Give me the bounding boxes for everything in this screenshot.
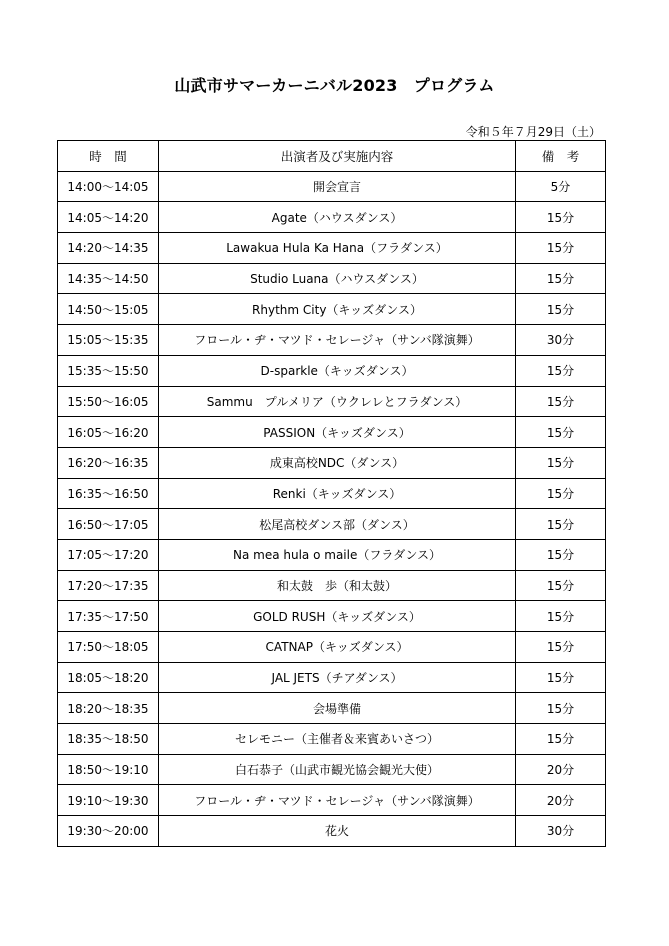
- cell-content: Agate（ハウスダンス）: [159, 202, 516, 233]
- cell-time: 19:30～20:00: [58, 816, 159, 847]
- cell-content: 松尾高校ダンス部（ダンス）: [159, 509, 516, 540]
- cell-note: 15分: [516, 662, 606, 693]
- table-row: [58, 539, 606, 570]
- table-row: [58, 816, 606, 847]
- header-note: 備 考: [516, 141, 606, 172]
- table-row: [58, 355, 606, 386]
- cell-time: 15:50～16:05: [58, 386, 159, 417]
- cell-note: 15分: [516, 570, 606, 601]
- cell-time: 14:00～14:05: [58, 171, 159, 202]
- cell-content: D-sparkle（キッズダンス）: [159, 355, 516, 386]
- table-row: [58, 601, 606, 632]
- cell-note: 15分: [516, 263, 606, 294]
- page-title: 山武市サマーカーニバル2023 プログラム: [174, 76, 495, 95]
- table-row: [58, 478, 606, 509]
- cell-note: 15分: [516, 355, 606, 386]
- cell-time: 15:05～15:35: [58, 325, 159, 356]
- cell-time: 14:35～14:50: [58, 263, 159, 294]
- cell-time: 15:35～15:50: [58, 355, 159, 386]
- table-row: [58, 693, 606, 724]
- table-row: [58, 724, 606, 755]
- cell-note: 15分: [516, 202, 606, 233]
- cell-time: 16:05～16:20: [58, 417, 159, 448]
- cell-note: 15分: [516, 509, 606, 540]
- cell-note: 30分: [516, 816, 606, 847]
- table-row: [58, 171, 606, 202]
- cell-time: 16:35～16:50: [58, 478, 159, 509]
- table-row: [58, 325, 606, 356]
- header-time: 時 間: [58, 141, 159, 172]
- cell-note: 15分: [516, 233, 606, 264]
- table-row: [58, 294, 606, 325]
- cell-time: 16:50～17:05: [58, 509, 159, 540]
- cell-note: 15分: [516, 478, 606, 509]
- cell-content: 花火: [159, 816, 516, 847]
- cell-time: 16:20～16:35: [58, 447, 159, 478]
- cell-content: Na mea hula o maile（フラダンス）: [159, 539, 516, 570]
- cell-content: 成東高校NDC（ダンス）: [159, 447, 516, 478]
- cell-content: GOLD RUSH（キッズダンス）: [159, 601, 516, 632]
- program-table: [57, 140, 606, 847]
- cell-time: 17:50～18:05: [58, 632, 159, 663]
- table-row: [58, 233, 606, 264]
- table-row: [58, 570, 606, 601]
- cell-time: 18:35～18:50: [58, 724, 159, 755]
- cell-time: 17:20～17:35: [58, 570, 159, 601]
- cell-note: 15分: [516, 447, 606, 478]
- cell-note: 15分: [516, 417, 606, 448]
- cell-note: 15分: [516, 386, 606, 417]
- table-row: [58, 417, 606, 448]
- cell-content: Studio Luana（ハウスダンス）: [159, 263, 516, 294]
- cell-content: 白石恭子（山武市観光協会観光大使）: [159, 754, 516, 785]
- cell-content: Sammu プルメリア（ウクレレとフラダンス）: [159, 386, 516, 417]
- program-table-body: [58, 171, 606, 846]
- cell-content: フロール・ヂ・マツド・セレージャ（サンバ隊演舞）: [159, 325, 516, 356]
- table-row: [58, 754, 606, 785]
- cell-time: 18:50～19:10: [58, 754, 159, 785]
- cell-content: JAL JETS（チアダンス）: [159, 662, 516, 693]
- table-row: [58, 632, 606, 663]
- cell-note: 15分: [516, 724, 606, 755]
- cell-time: 18:20～18:35: [58, 693, 159, 724]
- cell-time: 14:05～14:20: [58, 202, 159, 233]
- cell-note: 15分: [516, 539, 606, 570]
- cell-time: 14:20～14:35: [58, 233, 159, 264]
- cell-note: 5分: [516, 171, 606, 202]
- cell-content: PASSION（キッズダンス）: [159, 417, 516, 448]
- cell-note: 15分: [516, 632, 606, 663]
- cell-content: 会場準備: [159, 693, 516, 724]
- cell-note: 30分: [516, 325, 606, 356]
- cell-time: 14:50～15:05: [58, 294, 159, 325]
- cell-content: Renki（キッズダンス）: [159, 478, 516, 509]
- cell-content: セレモニー（主催者＆来賓あいさつ）: [159, 724, 516, 755]
- table-row: [58, 509, 606, 540]
- cell-content: 和太鼓 歩（和太鼓）: [159, 570, 516, 601]
- table-row: [58, 447, 606, 478]
- table-row: [58, 785, 606, 816]
- cell-note: 20分: [516, 754, 606, 785]
- table-row: [58, 662, 606, 693]
- cell-content: Rhythm City（キッズダンス）: [159, 294, 516, 325]
- table-row: [58, 386, 606, 417]
- event-date: 令和５年７月29日（土）: [465, 125, 601, 139]
- cell-content: 開会宣言: [159, 171, 516, 202]
- cell-content: フロール・ヂ・マツド・セレージャ（サンバ隊演舞）: [159, 785, 516, 816]
- cell-time: 19:10～19:30: [58, 785, 159, 816]
- cell-note: 15分: [516, 693, 606, 724]
- table-row: [58, 202, 606, 233]
- cell-note: 15分: [516, 601, 606, 632]
- cell-note: 15分: [516, 294, 606, 325]
- cell-note: 20分: [516, 785, 606, 816]
- cell-content: Lawakua Hula Ka Hana（フラダンス）: [159, 233, 516, 264]
- cell-time: 17:35～17:50: [58, 601, 159, 632]
- header-content: 出演者及び実施内容: [159, 141, 516, 172]
- table-header-row: [58, 141, 606, 172]
- cell-content: CATNAP（キッズダンス）: [159, 632, 516, 663]
- cell-time: 17:05～17:20: [58, 539, 159, 570]
- table-row: [58, 263, 606, 294]
- cell-time: 18:05～18:20: [58, 662, 159, 693]
